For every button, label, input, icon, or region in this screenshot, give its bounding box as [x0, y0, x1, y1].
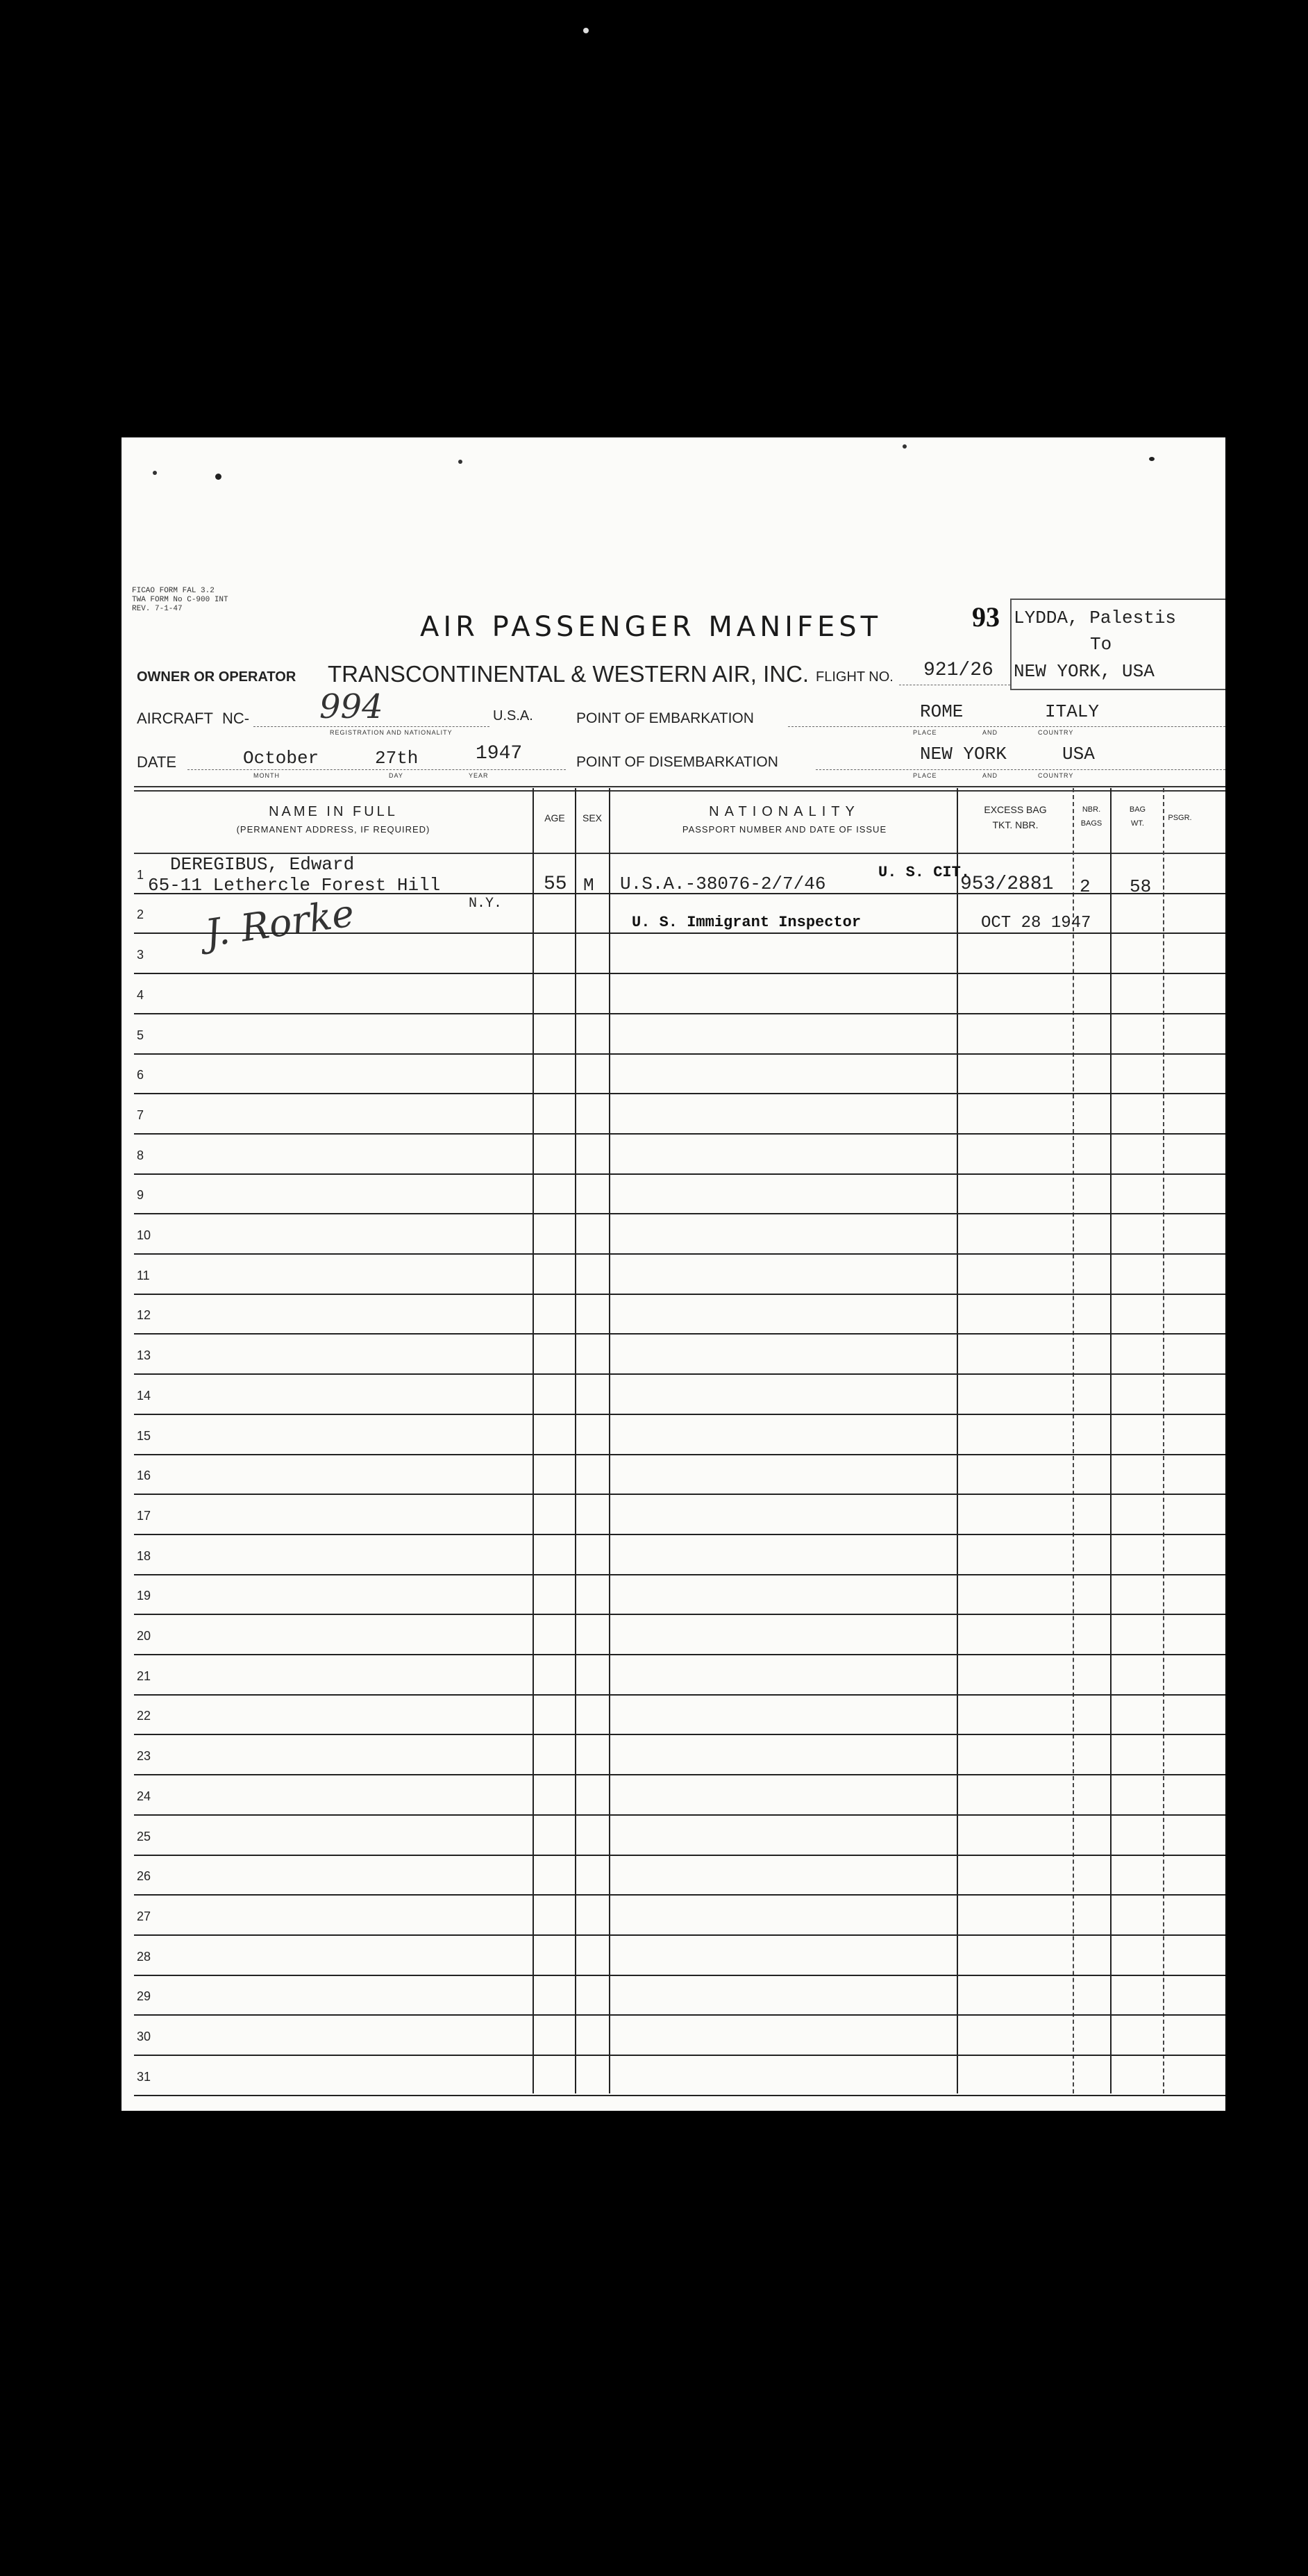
row-number: 24 — [137, 1789, 151, 1803]
row-line — [134, 1253, 1225, 1255]
aircraft-underline — [253, 726, 489, 727]
date-day-caption: DAY — [389, 772, 403, 779]
embarkation-and-caption: AND — [982, 729, 998, 736]
row1-citizen-stamp: U. S. CIT. — [878, 864, 971, 881]
embarkation-country-caption: COUNTRY — [1038, 729, 1074, 736]
column-divider — [575, 788, 576, 2093]
row-number: 17 — [137, 1508, 151, 1523]
row-line — [134, 1934, 1225, 1936]
inspection-date-stamp: OCT 28 1947 — [981, 914, 1091, 932]
column-header-bag-wt: BAG WT. — [1129, 805, 1146, 828]
row-number: 5 — [137, 1028, 144, 1042]
row-number: 28 — [137, 1949, 151, 1964]
row-line — [134, 1814, 1225, 1816]
dust-speck — [583, 28, 589, 33]
row-number: 16 — [137, 1469, 151, 1483]
row-line — [134, 2055, 1225, 2056]
dust-speck — [458, 460, 462, 464]
row-line — [134, 1774, 1225, 1775]
row-line — [134, 1093, 1225, 1094]
row1-sex: M — [583, 875, 594, 896]
embarkation-country: ITALY — [1045, 701, 1100, 722]
row1-address: 65-11 Lethercle Forest Hill — [148, 875, 441, 896]
row-number: 13 — [137, 1348, 151, 1363]
row-number: 7 — [137, 1107, 144, 1122]
row-line — [134, 1454, 1225, 1455]
row-number: 11 — [137, 1268, 150, 1282]
disembarkation-label: POINT OF DISEMBARKATION — [576, 754, 778, 770]
row-number: 12 — [137, 1308, 151, 1323]
row-line — [134, 1213, 1225, 1214]
row1-age: 55 — [544, 873, 567, 895]
row-line — [134, 1534, 1225, 1535]
row-line — [134, 1373, 1225, 1375]
dust-speck — [215, 474, 221, 480]
embarkation-place-caption: PLACE — [913, 729, 937, 736]
row-number: 3 — [137, 948, 144, 962]
row2-state: N.Y. — [469, 896, 503, 912]
row-line — [134, 1053, 1225, 1055]
row-line — [134, 1734, 1225, 1735]
row-number: 2 — [137, 908, 144, 922]
row-number: 4 — [137, 987, 144, 1002]
column-header-nationality: NATIONALITY PASSPORT NUMBER AND DATE OF ISSUE — [682, 804, 887, 835]
aircraft-registration: 994 — [319, 687, 383, 726]
disembarkation-country-caption: COUNTRY — [1038, 772, 1074, 779]
row-line — [134, 893, 1225, 894]
embarkation-place: ROME — [920, 701, 964, 722]
disembarkation-country: USA — [1062, 744, 1095, 764]
column-divider — [533, 788, 534, 2093]
inspector-stamp: U. S. Immigrant Inspector — [632, 914, 862, 931]
route-from: LYDDA, Palestis — [1014, 608, 1177, 628]
dust-speck — [153, 471, 157, 475]
inspector-signature: J. Rorke — [202, 891, 357, 955]
row-line — [134, 2095, 1225, 2096]
row1-bags: 2 — [1080, 876, 1091, 897]
row-line — [134, 1654, 1225, 1655]
row-number: 26 — [137, 1869, 151, 1884]
row-line — [134, 932, 1225, 934]
owner-value: TRANSCONTINENTAL & WESTERN AIR, INC. — [328, 661, 810, 687]
row-line — [134, 1333, 1225, 1335]
row-number: 27 — [137, 1909, 151, 1923]
row-number: 22 — [137, 1709, 151, 1723]
column-header-excess-bag: EXCESS BAG TKT. NBR. — [984, 804, 1047, 830]
aircraft-suffix: U.S.A. — [493, 708, 533, 724]
row-number: 20 — [137, 1629, 151, 1643]
row-number: 1 — [137, 867, 144, 882]
dust-speck — [1149, 457, 1155, 461]
route-to-word: To — [1090, 634, 1112, 655]
row-number: 18 — [137, 1548, 151, 1563]
row-number: 10 — [137, 1228, 151, 1242]
row-line — [134, 1173, 1225, 1175]
row-line — [134, 2014, 1225, 2016]
form-code: FICAO FORM FAL 3.2 TWA FORM No C-900 INT REV. 7-1-47 — [132, 587, 228, 613]
date-month-caption: MONTH — [253, 772, 280, 779]
date-label: DATE — [137, 753, 177, 771]
row-number: 31 — [137, 2069, 151, 2084]
aircraft-caption: REGISTRATION AND NATIONALITY — [330, 729, 453, 736]
header-top-rule — [134, 786, 1225, 787]
row-number: 21 — [137, 1668, 151, 1683]
row-line — [134, 1855, 1225, 1856]
row-number: 9 — [137, 1188, 144, 1203]
row-number: 8 — [137, 1148, 144, 1162]
row-line — [134, 1574, 1225, 1575]
row-line — [134, 973, 1225, 974]
date-year: 1947 — [476, 743, 523, 764]
page-title: AIR PASSENGER MANIFEST — [420, 611, 882, 643]
column-divider — [609, 788, 610, 2093]
column-header-name: NAME IN FULL (PERMANENT ADDRESS, IF REQUIRED) — [236, 804, 430, 835]
column-divider — [1073, 788, 1074, 2093]
row-number: 23 — [137, 1749, 151, 1764]
row-line — [134, 1614, 1225, 1615]
aircraft-prefix: NC- — [222, 710, 250, 727]
embarkation-underline — [788, 726, 1225, 727]
route-to: NEW YORK, USA — [1014, 661, 1155, 682]
row-line — [134, 1133, 1225, 1135]
row-number: 19 — [137, 1589, 151, 1603]
column-divider — [1163, 788, 1164, 2093]
dust-speck — [903, 444, 907, 449]
row-number: 6 — [137, 1068, 144, 1082]
row1-name: DEREGIBUS, Edward — [170, 854, 355, 875]
row-number: 29 — [137, 1989, 151, 2004]
row1-ticket: 953/2881 — [960, 873, 1054, 895]
date-underline — [187, 769, 566, 770]
row-number: 15 — [137, 1428, 151, 1443]
row-line — [134, 1414, 1225, 1415]
header-top-rule-2 — [134, 790, 1225, 792]
disembarkation-and-caption: AND — [982, 772, 998, 779]
owner-label: OWNER OR OPERATOR — [137, 669, 296, 685]
row-number: 25 — [137, 1829, 151, 1843]
manifest-sheet — [121, 437, 1225, 2111]
column-divider — [1110, 788, 1112, 2093]
aircraft-label: AIRCRAFT — [137, 710, 213, 727]
row-line — [134, 1494, 1225, 1495]
row-line — [134, 1894, 1225, 1896]
disembarkation-place: NEW YORK — [920, 744, 1007, 764]
row1-weight: 58 — [1130, 876, 1152, 897]
column-divider — [957, 788, 958, 2093]
embarkation-label: POINT OF EMBARKATION — [576, 710, 754, 726]
flight-label: FLIGHT NO. — [816, 669, 894, 685]
column-header-age: AGE — [544, 812, 565, 823]
row-line — [134, 1975, 1225, 1976]
sheet-number: 93 — [972, 601, 1000, 633]
row-line — [134, 1294, 1225, 1295]
column-header-nbr-bags: NBR. BAGS — [1080, 805, 1102, 828]
date-month: October — [243, 748, 319, 769]
row-number: 14 — [137, 1388, 151, 1403]
disembarkation-underline — [816, 769, 1225, 770]
column-header-psgr: PSGR. — [1168, 814, 1192, 822]
row-line — [134, 1694, 1225, 1696]
date-year-caption: YEAR — [469, 772, 489, 779]
row-line — [134, 1013, 1225, 1014]
flight-value: 921/26 — [923, 660, 993, 681]
column-header-sex: SEX — [582, 812, 602, 823]
date-day: 27th — [375, 748, 419, 769]
row1-nationality: U.S.A.-38076-2/7/46 — [620, 873, 826, 894]
row-number: 30 — [137, 2030, 151, 2043]
disembarkation-place-caption: PLACE — [913, 772, 937, 779]
